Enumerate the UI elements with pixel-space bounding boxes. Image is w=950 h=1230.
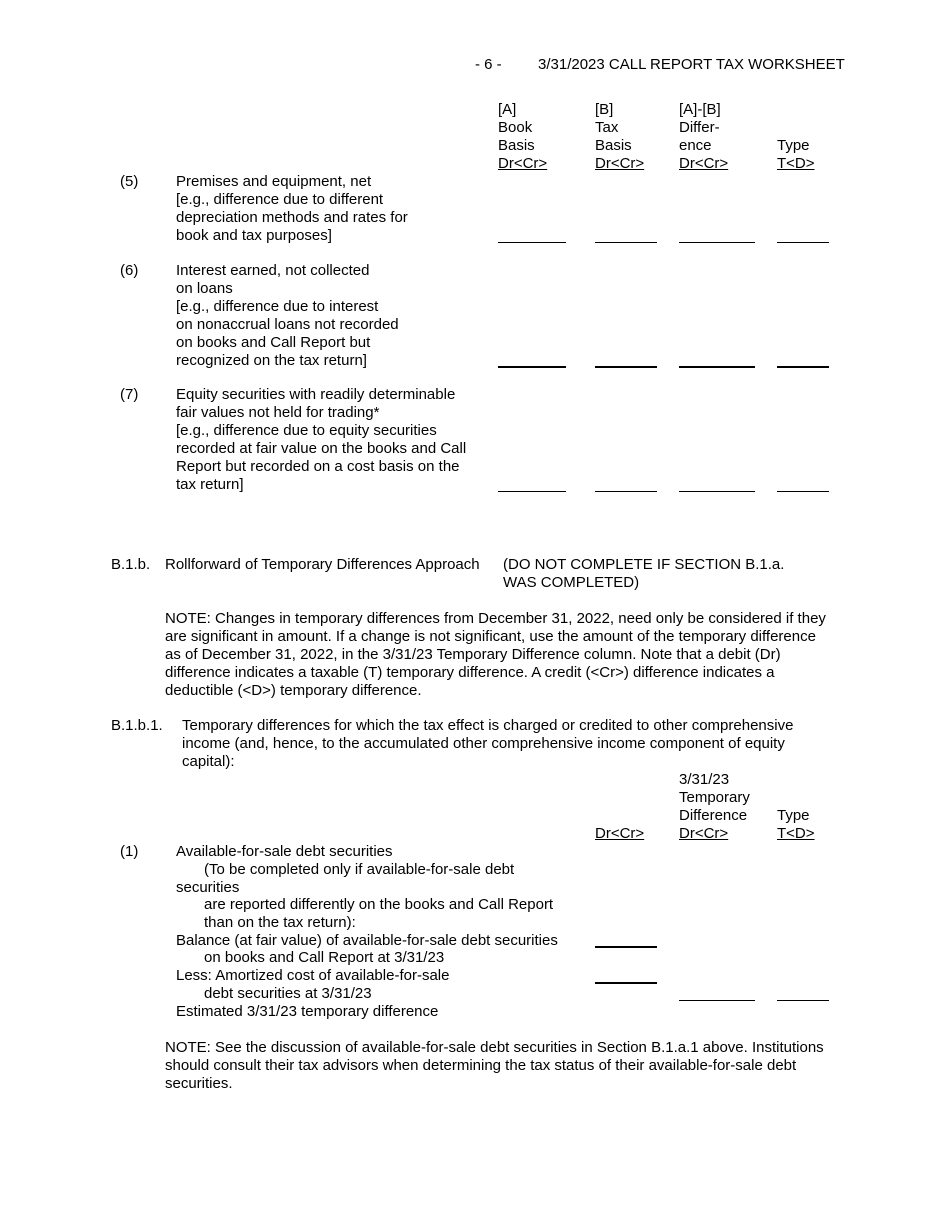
note-line: securities. [165,1075,233,1092]
entry-line-diff[interactable] [679,491,755,492]
col-diff-line: ence [679,137,712,154]
col-b-line: Tax [595,119,619,136]
note-line: should consult their tax advisors when determining the tax status of their available-for-sale debt [165,1057,797,1074]
col-diff-line: [A]-[B] [679,101,721,118]
item-line: depreciation methods and rates for [176,209,408,226]
entry-line-type[interactable] [777,491,829,492]
entry-line-type[interactable] [777,242,829,243]
section-label: B.1.b. [111,556,151,573]
entry-line-b[interactable] [595,242,657,243]
note-line: as of December 31, 2022, in the 3/31/23 Temporary Difference column. Note that a debit (Dr) [165,646,781,663]
item-number: (6) [120,262,139,279]
col-type-header [777,807,815,843]
col-diff-header [679,101,728,173]
item-description [176,386,466,494]
section-text-line: capital): [182,753,235,770]
col-temp-unit: Dr<Cr> [679,825,729,842]
note-line: are significant in amount. If a change is not significant, use the amount of the temporary difference [165,628,816,645]
item-line: tax return] [176,476,244,493]
col-b-unit: Dr<Cr> [595,155,645,172]
entry-line-diff[interactable] [679,366,755,368]
item-line: [e.g., difference due to interest [176,298,379,315]
temp-diff-entry-line[interactable] [679,1000,755,1001]
instruction-line: WAS COMPLETED) [503,574,640,591]
item-sub: securities [176,879,240,896]
col-drcr-header: Dr<Cr> [595,825,645,842]
entry-line-type[interactable] [777,366,829,368]
item-line: Equity securities with readily determinable [176,386,456,403]
note-paragraph [165,610,826,700]
col-temp-line: Difference [679,807,748,824]
section-title: Rollforward of Temporary Differences Approach [165,556,480,573]
col-diff-line: Differ- [679,119,720,136]
col-type-unit: T<D> [777,155,815,172]
item-line: Report but recorded on a cost basis on the [176,458,460,475]
entry-line-a[interactable] [498,491,566,492]
col-temp-header [679,771,750,843]
page-number: - 6 - [475,56,502,73]
instruction-line: (DO NOT COMPLETE IF SECTION B.1.a. [503,556,785,573]
col-type-label: Type [777,137,810,154]
item-sub: are reported differently on the books and Call Report [204,896,554,913]
less-label: debt securities at 3/31/23 [204,985,372,1002]
col-type-label: Type [777,807,810,824]
col-a-line: Book [498,119,533,136]
section-text [182,717,793,771]
item-line: on nonaccrual loans not recorded [176,316,399,333]
item-line: Premises and equipment, net [176,173,372,190]
item-line: fair values not held for trading* [176,404,380,421]
col-a-unit: Dr<Cr> [498,155,548,172]
col-type-unit: T<D> [777,825,815,842]
item-sub: than on the tax return): [204,914,356,931]
estimated-label: Estimated 3/31/23 temporary difference [176,1003,439,1020]
item-number: (7) [120,386,139,403]
col-type-header [777,137,815,173]
item-line: [e.g., difference due to different [176,191,384,208]
item-number: (1) [120,843,139,860]
col-a-header [498,101,547,173]
type-entry-line[interactable] [777,1000,829,1001]
section-text-line: Temporary differences for which the tax effect is charged or credited to other comprehensive [182,717,794,734]
entry-line-diff[interactable] [679,242,755,243]
col-a-line: Basis [498,137,535,154]
note-line: NOTE: Changes in temporary differences from December 31, 2022, need only be considered if they [165,610,826,627]
item-line: [e.g., difference due to equity securities [176,422,437,439]
note-line: NOTE: See the discussion of available-for-sale debt securities in Section B.1.a.1 above. Institutions [165,1039,824,1056]
page-title: 3/31/2023 CALL REPORT TAX WORKSHEET [538,56,845,73]
item-line: recorded at fair value on the books and Call [176,440,467,457]
col-b-line: [B] [595,101,614,118]
item-line: Interest earned, not collected [176,262,370,279]
col-temp-line: Temporary [679,789,750,806]
col-temp-line: 3/31/23 [679,771,730,788]
item-description [176,173,408,245]
section-label: B.1.b.1. [111,717,163,734]
item-line: recognized on the tax return] [176,352,367,369]
balance-label: Balance (at fair value) of available-for-sale debt securities [176,932,558,949]
entry-line-b[interactable] [595,491,657,492]
section-text-line: income (and, hence, to the accumulated other comprehensive income component of equity [182,735,785,752]
note-line: deductible (<D>) temporary difference. [165,682,422,699]
item-line: on books and Call Report but [176,334,371,351]
item-line: book and tax purposes] [176,227,332,244]
item-number: (5) [120,173,139,190]
balance-label: on books and Call Report at 3/31/23 [204,949,445,966]
section-instruction [503,556,784,592]
col-a-line: [A] [498,101,517,118]
col-b-header [595,101,644,173]
less-label: Less: Amortized cost of available-for-sale [176,967,450,984]
entry-line-b[interactable] [595,366,657,368]
entry-line-a[interactable] [498,242,566,243]
item-title: Available-for-sale debt securities [176,843,393,860]
less-entry-line[interactable] [595,982,657,984]
note-paragraph [165,1039,824,1093]
note-line: difference indicates a taxable (T) temporary difference. A credit (<Cr>) difference indicates a [165,664,775,681]
col-diff-unit: Dr<Cr> [679,155,729,172]
item-sub: (To be completed only if available-for-sale debt [204,861,515,878]
item-line: on loans [176,280,233,297]
entry-line-a[interactable] [498,366,566,368]
item-description [176,262,399,370]
col-b-line: Basis [595,137,632,154]
balance-entry-line[interactable] [595,946,657,948]
